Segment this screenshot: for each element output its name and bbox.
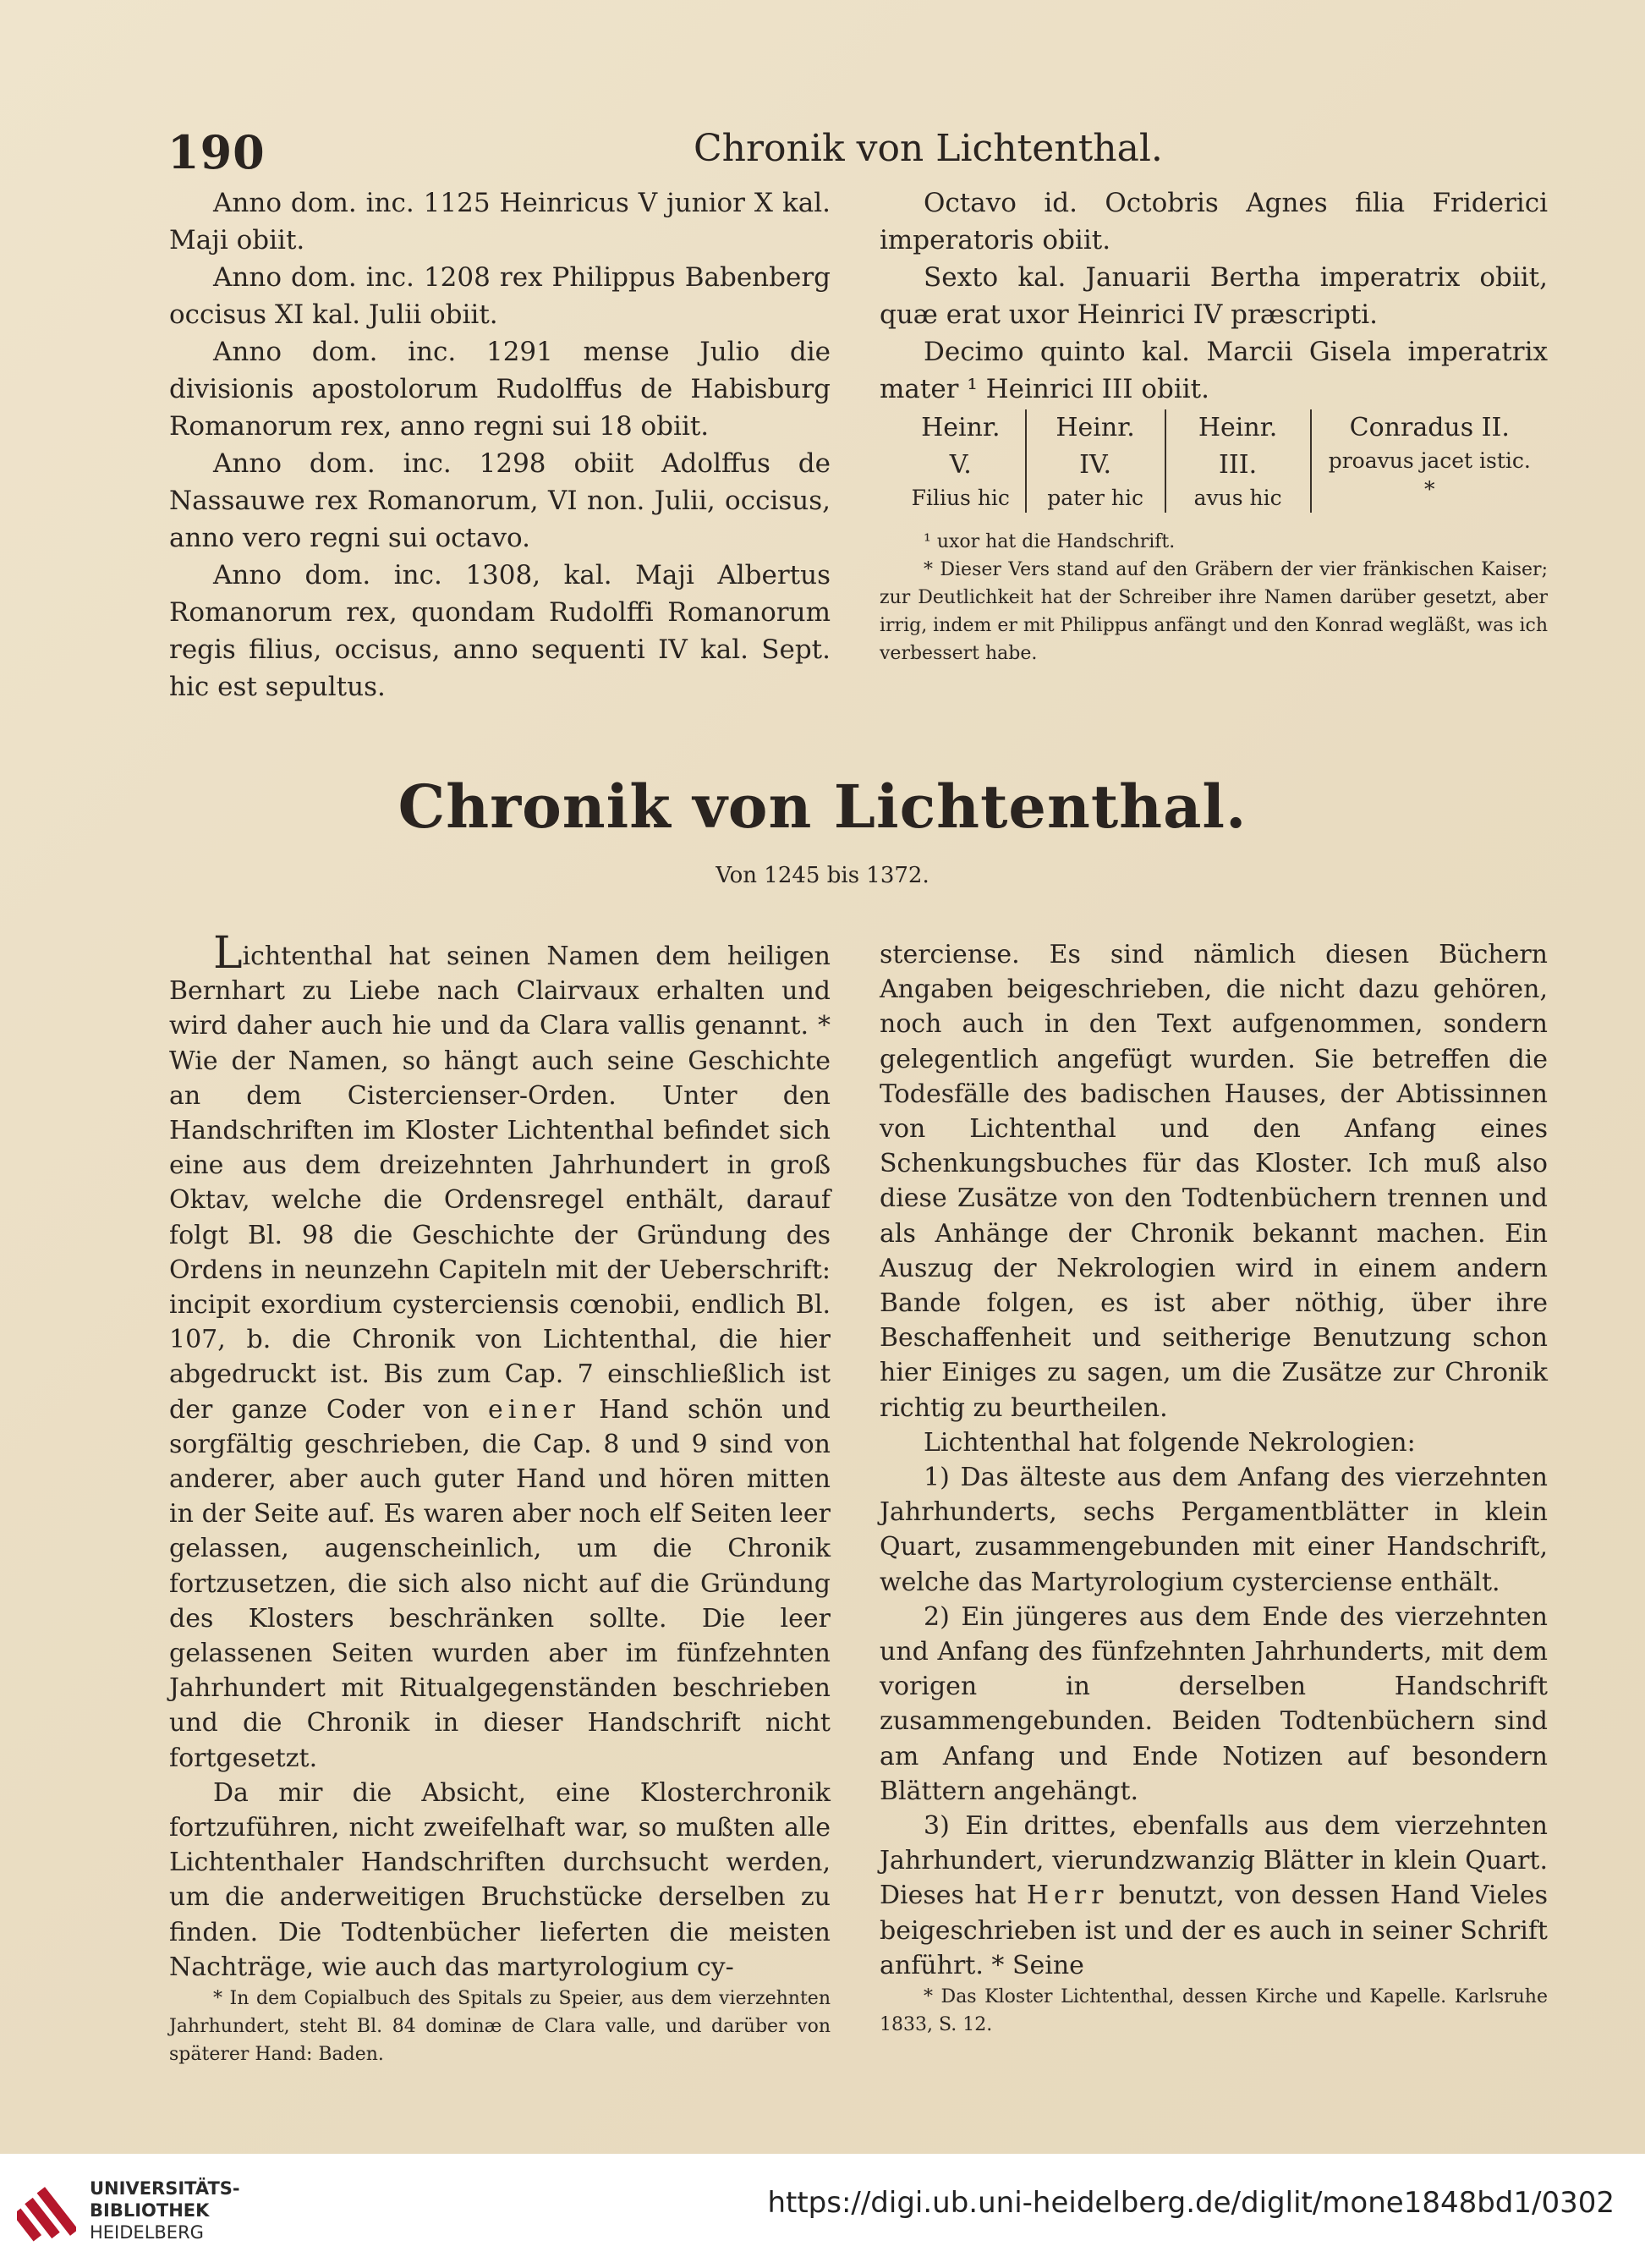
footnote: * Das Kloster Lichtenthal, dessen Kirche und Kapelle. Karlsruhe 1833, S. 12.	[880, 1986, 1548, 2036]
footnote: * Dieser Vers stand auf den Gräbern der vier fränkischen Kaiser; zur Deutlichkeit hat der Schreiber ihre Namen darüber gesetzt, aber irrig, indem er mit Philippus anfängt und den Konrad wegläßt, was ich verbessert habe.	[880, 559, 1548, 664]
body-text: benutzt, von dessen Hand Vieles beigeschrieben ist und der es auch in seiner Schrift anführt. * Seine	[880, 1881, 1548, 1980]
epitaph-name: Heinr. IV.	[1056, 413, 1135, 480]
page-number: 190	[167, 125, 266, 179]
necrology-entry: Anno dom. inc. 1308, kal. Maji Albertus Romanorum rex, quondam Rudolffi Romanorum regis filius, occisus, anno sequenti IV kal. Sept. hic est sepultus.	[169, 560, 831, 702]
footnote: ¹ uxor hat die Handschrift.	[924, 531, 1176, 552]
body-column-left	[169, 928, 831, 2068]
body-paragraph	[880, 1809, 1548, 1983]
epitaph-relation: pater hic	[1047, 486, 1143, 510]
body-paragraph: 1) Das älteste aus dem Anfang des vierzehnten Jahrhunderts, sechs Pergamentblätter in klein Quart, zusammengebunden mit einer Handschrift, welche das Martyrologium cysterciense enthält.	[880, 1463, 1548, 1597]
necrology-entry: Sexto kal. Januarii Bertha imperatrix obiit, quæ erat uxor Heinrici IV præscripti.	[880, 262, 1548, 330]
epitaph-cell	[1026, 409, 1165, 513]
library-name-line: UNIVERSITÄTS-	[90, 2178, 240, 2199]
necrology-entry: Octavo id. Octobris Agnes filia Friderici imperatoris obiit.	[880, 188, 1548, 255]
epitaph-cell	[897, 409, 1026, 513]
chapter-subtitle: Von 1245 bis 1372.	[716, 863, 929, 888]
permalink-url[interactable]: https://digi.ub.uni-heidelberg.de/diglit/mone1848bd1/0302	[767, 2186, 1615, 2220]
epitaph-cell	[1165, 409, 1311, 513]
necrology-column-left	[169, 184, 831, 706]
footnote: * In dem Copialbuch des Spitals zu Speier, aus dem vierzehnten Jahrhundert, steht Bl. 84 dominæ de Clara valle, und darüber von späterer Hand: Baden.	[169, 1988, 831, 2066]
chapter-title: Chronik von Lichtenthal.	[398, 772, 1247, 842]
body-text: Hand schön und sorgfältig geschrieben, die Cap. 8 und 9 sind von anderer, aber auch guter Hand und hören mitten in der Seite auf. Es waren aber noch elf Seiten leer gelassen, augenscheinlich, um die Chronik fortzusetzen, die sich also nicht auf die Gründung des Klosters beschränken sollte. Die leer gelassenen Seiten wurden aber im fünfzehnten Jahrhundert mit Ritualgegenständen beschrieben und die Chronik in dieser Handschrift nicht fortgesetzt.	[169, 1394, 831, 1773]
epitaph-table	[897, 409, 1548, 513]
body-paragraph: Da mir die Absicht, eine Klosterchronik fortzuführen, nicht zweifelhaft war, so mußten alle Lichtenthaler Handschriften durchsucht werden, um die anderweitigen Bruchstücke derselben zu finden. Die Todtenbücher lieferten die meisten Nachträge, wie auch das martyrologium cy-	[169, 1777, 831, 1982]
body-paragraph: 2) Ein jüngeres aus dem Ende des vierzehnten und Anfang des fünfzehnten Jahrhunderts, mit dem vorigen in derselben Handschrift zusammengebunden. Beiden Todtenbüchern sind am Anfang und Ende Notizen auf besondern Blättern angehängt.	[880, 1601, 1548, 1806]
library-logo-icon	[17, 2171, 76, 2243]
epitaph-name: Heinr. V.	[921, 413, 1001, 480]
body-paragraph: Lichtenthal hat folgende Nekrologien:	[924, 1427, 1416, 1458]
spaced-word: einer	[488, 1394, 580, 1425]
necrology-entry: Anno dom. inc. 1298 obiit Adolffus de Nassauwe rex Romanorum, VI non. Julii, occisus, anno vero regni sui octavo.	[169, 448, 831, 553]
body-paragraph	[169, 928, 831, 1776]
library-name-line: BIBLIOTHEK	[90, 2200, 210, 2221]
necrology-entry: Decimo quinto kal. Marcii Gisela imperatrix mater ¹ Heinrici III obiit.	[880, 337, 1548, 404]
necrology-entry: Anno dom. inc. 1208 rex Philippus Babenberg occisus XI kal. Julii obiit.	[169, 262, 831, 330]
epitaph-name: Heinr. III.	[1198, 413, 1278, 480]
body-column-right	[880, 937, 1548, 2039]
necrology-entry: Anno dom. inc. 1125 Heinricus V junior X kal. Maji obiit.	[169, 188, 831, 255]
drop-letter: L	[213, 928, 243, 979]
running-title: Chronik von Lichtenthal.	[694, 127, 1163, 170]
spaced-word: Herr	[1026, 1881, 1109, 1911]
epitaph-cell	[1311, 409, 1548, 513]
library-name-line: HEIDELBERG	[90, 2222, 204, 2243]
epitaph-relation: avus hic	[1193, 486, 1282, 510]
body-text: ichtenthal hat seinen Namen dem heiligen Bernhart zu Liebe nach Clairvaux erhalten und wird daher auch hie und da Clara vallis genannt. * Wie der Namen, so hängt auch seine Geschichte an dem Cistercienser-Orden. Unter den Handschriften im Kloster Lichtenthal befindet sich eine aus dem dreizehnten Jahrhundert in groß Oktav, welche die Ordensregel enthält, darauf folgt Bl. 98 die Geschichte der Gründung des Ordens in neunzehn Capiteln mit der Ueberschrift: incipit exordium cysterciensis cœnobii, endlich Bl. 107, b. die Chronik von Lichtenthal, die hier abgedruckt ist. Bis zum Cap. 7 einschließlich ist der ganze Coder von	[169, 942, 831, 1425]
epitaph-relation: proavus jacet istic. *	[1328, 448, 1531, 502]
body-paragraph: sterciense. Es sind nämlich diesen Büchern Angaben beigeschrieben, die nicht dazu gehören, noch auch in den Text aufgenommen, sondern gelegentlich angefügt wurden. Sie betreffen die Todesfälle des badischen Hauses, der Abtissinnen von Lichtenthal und den Anfang eines Schenkungsbuches für das Kloster. Ich muß also diese Zusätze von den Todtenbüchern trennen und als Anhänge der Chronik bekannt machen. Ein Auszug der Nekrologien wird in einem andern Bande folgen, es ist aber nöthig, über ihre Beschaffenheit und seitherige Benutzung schon hier Einiges zu sagen, um die Zusätze zur Chronik richtig zu beurtheilen.	[880, 940, 1548, 1423]
epitaph-name: Conradus II.	[1349, 413, 1510, 442]
necrology-column-right	[880, 184, 1548, 667]
library-name	[90, 2177, 240, 2243]
necrology-entry: Anno dom. inc. 1291 mense Julio die divisionis apostolorum Rudolffus de Habisburg Romanorum rex, anno regni sui 18 obiit.	[169, 337, 831, 442]
epitaph-relation: Filius hic	[911, 486, 1010, 510]
body-text: 3) Ein drittes, ebenfalls aus dem vierzehnten Jahrhundert, vierundzwanzig Blätter in klein Quart. Dieses hat	[880, 1811, 1548, 1911]
necrology-footnotes	[880, 528, 1548, 667]
library-footer	[0, 2154, 1645, 2268]
